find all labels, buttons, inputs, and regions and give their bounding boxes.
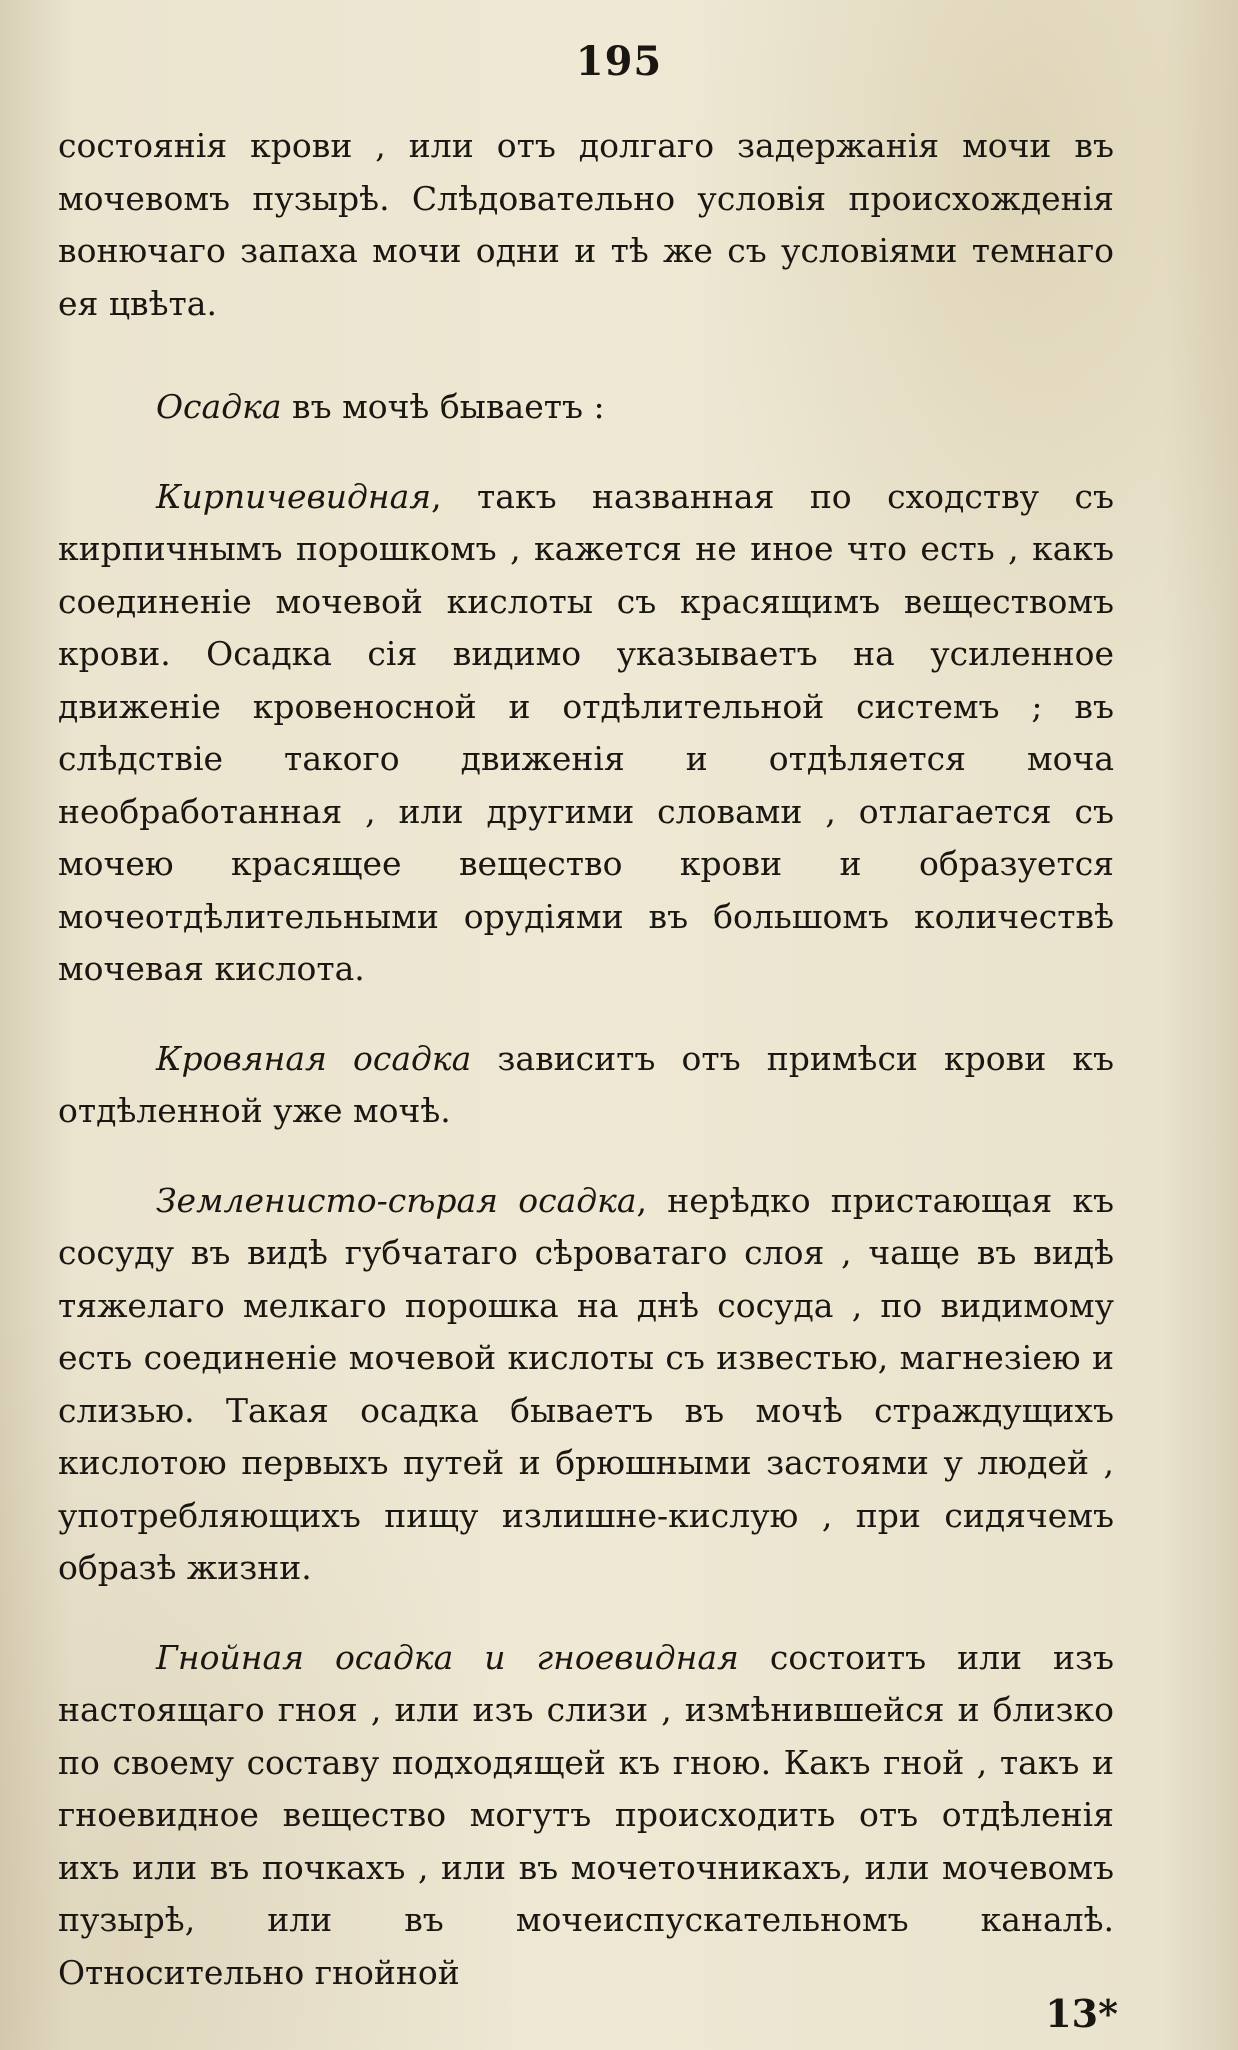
paragraph-2	[58, 381, 1114, 434]
term-zemlenisto-seraya-osadka: Земленисто-сѣрая осадка	[156, 1180, 637, 1220]
paragraph-5	[58, 1175, 1114, 1595]
term-kirpichevidnaya: Кирпичевидная	[156, 476, 432, 516]
signature-mark: 13*	[1045, 1991, 1118, 2036]
paragraph-1	[58, 120, 1114, 330]
paragraph-4	[58, 1033, 1114, 1138]
paragraph-3	[58, 471, 1114, 996]
paragraph-6	[58, 1632, 1114, 2000]
body-text	[58, 120, 1114, 1999]
paragraph-6-text: состоитъ или изъ настоящаго гноя , или изъ слизи , измѣнившейся и близко по своему составу подходящей къ гною. Какъ гной , такъ и гноевидное вещество могутъ происходить отъ отдѣленія ихъ или въ почкахъ , или въ мочеточникахъ, или мочевомъ пузырѣ, или въ мочеиспускательномъ каналѣ. Относительно гнойной	[58, 1637, 1114, 1992]
paragraph-5-text: , нерѣдко пристающая къ сосуду въ видѣ губчатаго сѣроватаго слоя , чаще въ видѣ тяжелаго мелкаго порошка на днѣ сосуда , по видимому есть соединеніе мочевой кислоты съ известью, магнезіею и слизью. Такая осадка бываетъ въ мочѣ страждущихъ кислотою первыхъ путей и брюшными застоями у людей , употребляющихъ пищу излишне-кислую , при сидячемъ образѣ жизни.	[58, 1180, 1114, 1587]
paragraph-1-text: состоянія крови , или отъ долгаго задержанія мочи въ мочевомъ пузырѣ. Слѣдовательно условія происхожденія вонючаго запаха мочи одни и тѣ же съ условіями темнаго ея цвѣта.	[58, 126, 1114, 323]
term-krovyanaya-osadka: Кровяная осадка	[156, 1038, 472, 1078]
paragraph-4-text: зависитъ отъ примѣси крови къ отдѣленной уже мочѣ.	[58, 1038, 1114, 1130]
page-number: 195	[575, 38, 663, 85]
term-gnoynaya-osadka: Гнойная осадка и гноевидная	[156, 1637, 739, 1677]
paragraph-3-text: , такъ названная по сходству съ кирпичнымъ порошкомъ , кажется не иное что есть , какъ соединеніе мочевой кислоты съ красящимъ веществомъ крови. Осадка сія видимо указываетъ на усиленное движеніе кровеносной и отдѣлительной системъ ; въ слѣдствіе такого движенія и отдѣляется моча необработанная , или другими словами , отлагается съ мочею красящее вещество крови и образуется мочеотдѣлительными орудіями въ большомъ количествѣ мочевая кислота.	[58, 476, 1114, 988]
paragraph-2-text: въ мочѣ бываетъ :	[281, 387, 605, 426]
term-osadka: Осадка	[156, 387, 282, 426]
